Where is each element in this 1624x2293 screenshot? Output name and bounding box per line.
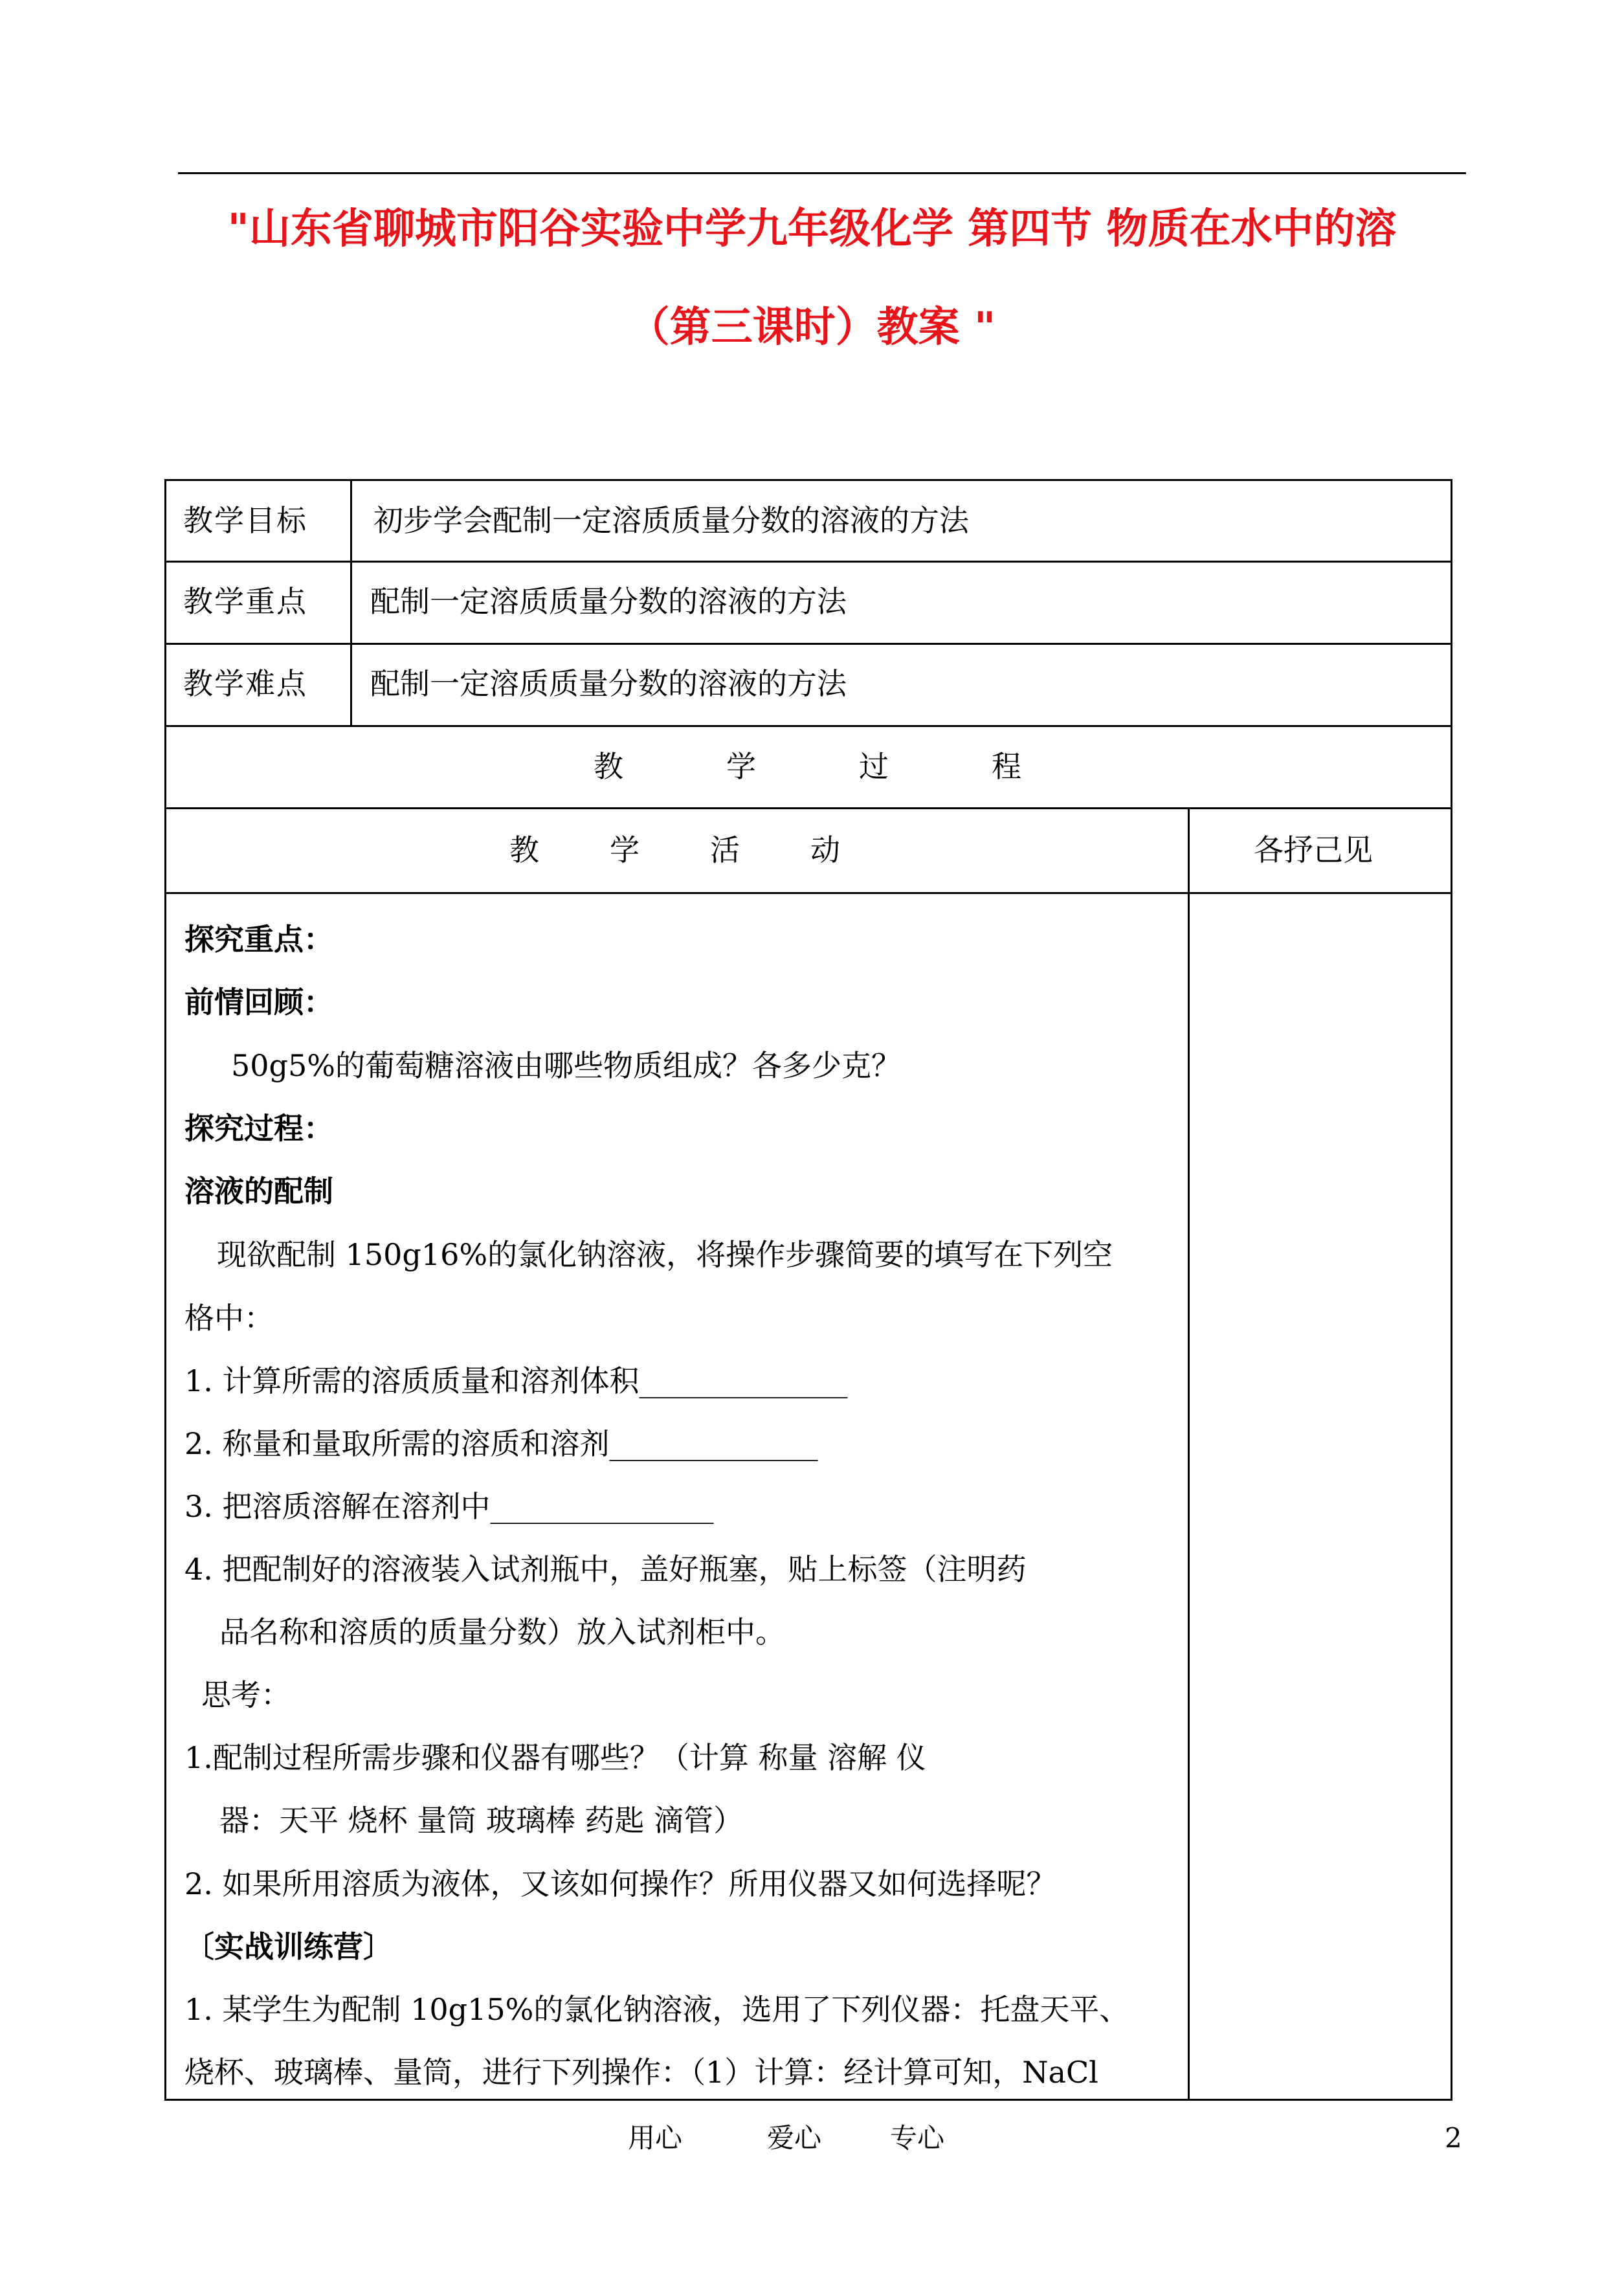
step-3: 3. 把溶质溶解在溶剂中_______________	[184, 1489, 714, 1524]
training-heading: 〔实战训练营〕	[184, 1929, 393, 1964]
step-4-line-2: 品名称和溶质的质量分数）放入试剂柜中。	[219, 1615, 785, 1650]
footer-item: 专心	[890, 2122, 945, 2154]
intro-line-1: 现欲配制 150g16%的氯化钠溶液，将操作步骤简要的填写在下列空	[217, 1237, 1113, 1272]
row-value-difficulty: 配制一定溶质质量分数的溶液的方法	[370, 666, 847, 701]
row-divider	[166, 561, 1451, 563]
opinion-column-divider	[1188, 807, 1190, 2101]
question-1-line-2: 器：天平 烧杯 量筒 玻璃棒 药匙 滴管）	[219, 1803, 744, 1838]
exercise-1-line-2: 烧杯、玻璃棒、量筒，进行下列操作：（1）计算：经计算可知，NaCl	[184, 2055, 1098, 2090]
footer-item: 用心	[628, 2122, 683, 2154]
step-4-line-1: 4. 把配制好的溶液装入试剂瓶中，盖好瓶塞，贴上标签（注明药	[184, 1552, 1027, 1587]
document-title-line1: "山东省聊城市阳谷实验中学九年级化学 第四节 物质在水中的溶	[227, 205, 1397, 253]
footer-item: 爱心	[767, 2122, 822, 2154]
header-rule	[178, 172, 1466, 174]
row-value-key-point: 配制一定溶质质量分数的溶液的方法	[370, 584, 847, 619]
review-heading: 前情回顾：	[184, 985, 333, 1020]
process-header-char: 教	[594, 749, 623, 784]
lesson-plan-table	[164, 479, 1452, 2101]
intro-line-2: 格中：	[184, 1301, 274, 1336]
row-label-difficulty: 教学难点	[183, 666, 307, 701]
row-divider	[166, 807, 1451, 809]
process-header-char: 程	[992, 749, 1021, 784]
step-2: 2. 称量和量取所需的溶质和溶剂______________	[184, 1426, 818, 1461]
step-1: 1. 计算所需的溶质质量和溶剂体积______________	[184, 1363, 848, 1398]
row-value-objective: 初步学会配制一定溶质质量分数的溶液的方法	[373, 503, 969, 538]
row-label-key-point: 教学重点	[183, 584, 307, 619]
activity-header-char: 学	[610, 833, 640, 867]
activity-header-char: 教	[509, 833, 539, 867]
document-title-line2: （第三课时）教案 "	[628, 303, 996, 352]
question-2: 2. 如果所用溶质为液体，又该如何操作？所用仪器又如何选择呢？	[184, 1866, 1056, 1901]
solution-prep-heading: 溶液的配制	[184, 1174, 333, 1209]
exercise-1-line-1: 1. 某学生为配制 10g15%的氯化钠溶液，选用了下列仪器：托盘天平、	[184, 1992, 1129, 2027]
activity-header-char: 活	[710, 833, 740, 867]
row-divider	[166, 643, 1451, 645]
label-column-divider	[350, 481, 352, 725]
question-1-line-1: 1.配制过程所需步骤和仪器有哪些？（计算 称量 溶解 仪	[184, 1740, 926, 1775]
explore-focus-heading: 探究重点：	[184, 922, 333, 957]
process-heading: 探究过程：	[184, 1111, 333, 1146]
row-label-objective: 教学目标	[183, 503, 307, 538]
row-divider	[166, 892, 1451, 894]
activity-header-char: 动	[810, 833, 840, 867]
review-question: 50g5%的葡萄糖溶液由哪些物质组成？各多少克？	[231, 1048, 901, 1083]
process-header-char: 过	[859, 749, 889, 784]
process-header-char: 学	[726, 749, 756, 784]
think-heading: 思考：	[201, 1677, 291, 1712]
opinion-header: 各抒己见	[1254, 833, 1373, 867]
page-number: 2	[1445, 2122, 1462, 2154]
row-divider	[166, 725, 1451, 727]
